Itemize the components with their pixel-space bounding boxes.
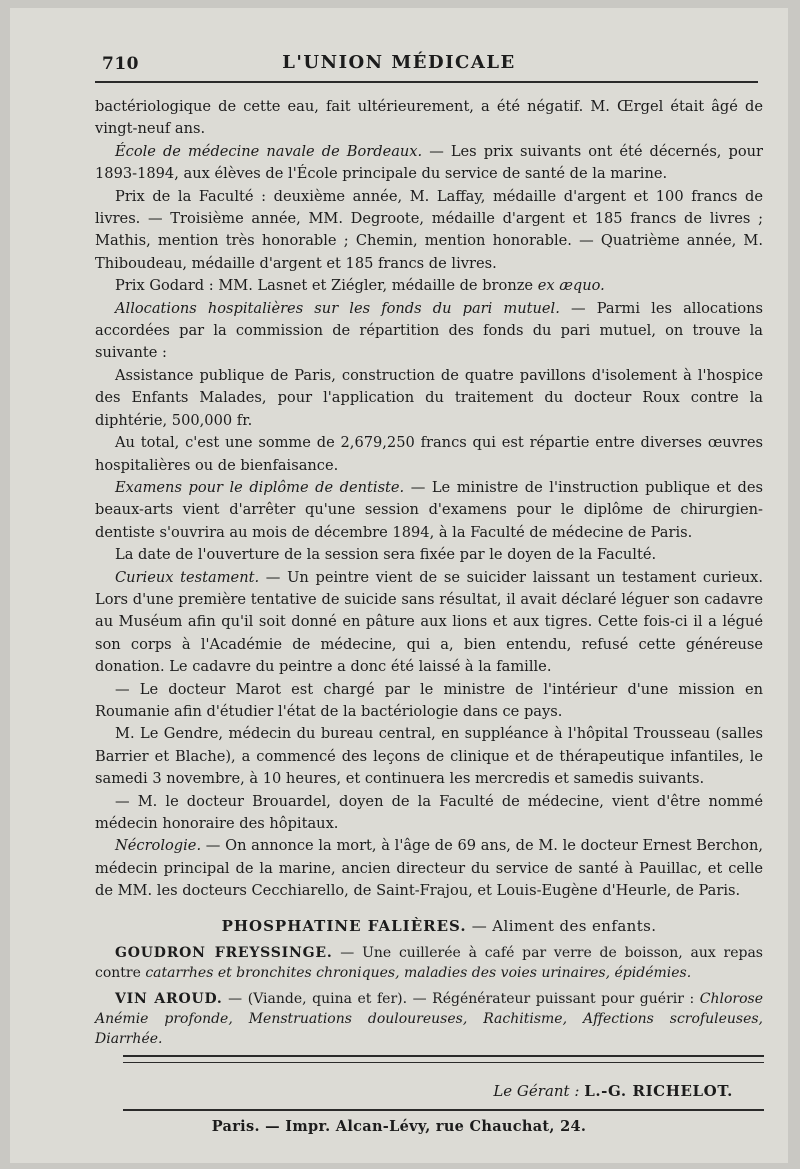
article-paragraph [95, 567, 763, 679]
text-run: Prix Godard : MM. Lasnet et Ziégler, médaille de bronze [115, 277, 538, 295]
italic-run: Nécrologie. [115, 837, 202, 855]
article-paragraph [95, 298, 763, 365]
article-paragraph [95, 791, 763, 836]
article-paragraph [95, 477, 763, 544]
text-run: — (Viande, quina et fer). — Régénérateur puissant pour guérir : [222, 991, 700, 1008]
italic-run: catarrhes et bronchites chroniques, maladies des voies urinaires, épidémies. [145, 965, 692, 982]
text-run: — Aliment des enfants. [466, 916, 657, 935]
article-paragraph [95, 275, 763, 297]
article-paragraph [95, 679, 763, 724]
bold-run: GOUDRON FREYSSINGE. [115, 945, 333, 962]
advertisement [95, 943, 763, 983]
text-run: — On annonce la mort, à l'âge de 69 ans, de M. le docteur Ernest Berchon, médecin principal de la marine, ancien directeur du service de santé à Pauillac, et celle de MM. les docteurs Cecchiarello, de Saint-Frajou, et Louis-Eugène d'Heurle, de Paris. [95, 837, 763, 900]
footer-rule [123, 1109, 764, 1111]
italic-run: Examens pour le diplôme de dentiste. [115, 478, 405, 496]
text-run: — Une cuillerée à café par verre de boisson, aux repas contre [95, 945, 763, 982]
article-paragraph [95, 365, 763, 432]
text-run: La date de l'ouverture de la session sera fixée par le doyen de la Faculté. [115, 546, 657, 564]
journal-page [10, 8, 788, 1163]
italic-run: Chlorose Anémie profonde, Menstruations douloureuses, Rachitisme, Affections scrofuleuses, Diarrhée. [95, 991, 764, 1048]
page-number: 710 [102, 54, 139, 74]
article-body [95, 96, 763, 1049]
article-paragraph [95, 723, 763, 790]
italic-run: Curieux testament. [115, 568, 260, 586]
article-paragraph [95, 141, 763, 186]
advertisement [95, 989, 763, 1049]
gerant-line [493, 1082, 733, 1100]
text-run: M. Le Gendre, médecin du bureau central, en suppléance à l'hôpital Trousseau (salles Barrier et Blache), a commencé des leçons de clinique et de thérapeutique infantiles, le samedi 3 novembre, à 10 heures, et continuera les mercredis et samedis suivants. [95, 725, 763, 788]
bold-run: PHOSPHATINE FALIÈRES. [221, 916, 467, 935]
text-run: — Le ministre de l'instruction publique et des beaux-arts vient d'arrêter qu'une session d'examens pour le diplôme de chirurgien-dentiste s'ouvrira au mois de décembre 1894, à la Faculté de médecine de Paris. [95, 478, 763, 541]
text-run: — Un peintre vient de se suicider laissant un testament curieux. Lors d'une première tentative de suicide sans résultat, il avait déclaré léguer son cadavre au Muséum afin qu'il soit donné en pâture aux lions et aux tigres. Cette fois-ci il a légué son corps à l'Académie de médecine, qui a, bien entendu, refusé cette généreuse donation. Le cadavre du peintre a donc été laissé à la famille. [95, 568, 763, 676]
bold-run: VIN AROUD. [115, 991, 223, 1008]
article-paragraph [95, 96, 763, 141]
article-paragraph [95, 544, 763, 566]
italic-run: École de médecine navale de Bordeaux. [115, 142, 423, 160]
article-paragraph [95, 186, 763, 276]
italic-run: ex æquo. [537, 277, 605, 295]
page-header [10, 46, 788, 82]
footer-double-rule [123, 1055, 764, 1063]
advertisement-title [95, 915, 763, 937]
gerant-label: Le Gérant : [493, 1082, 580, 1100]
italic-run: Allocations hospitalières sur les fonds du pari mutuel. [115, 299, 560, 317]
article-paragraph [95, 432, 763, 477]
text-run: bactériologique de cette eau, fait ultérieurement, a été négatif. M. Œrgel était âgé de vingt-neuf ans. [95, 98, 763, 138]
text-run: Prix de la Faculté : deuxième année, M. Laffay, médaille d'argent et 100 francs de livres. — Troisième année, MM. Degroote, médaille d'argent et 185 francs de livres ; Mathis, mention très honorable ; Chemin, mention honorable. — Quatrième année, M. Thiboudeau, médaille d'argent et 185 francs de livres. [95, 187, 763, 272]
text-run: — Parmi les allocations accordées par la commission de répartition des fonds du pari mutuel, on trouve la suivante : [95, 299, 763, 362]
article-paragraph [95, 835, 763, 902]
text-run: — M. le docteur Brouardel, doyen de la Faculté de médecine, vient d'être nommé médecin honoraire des hôpitaux. [95, 792, 763, 832]
text-run: — Les prix suivants ont été décernés, pour 1893-1894, aux élèves de l'École principale du service de santé de la marine. [95, 142, 763, 183]
text-run: Au total, c'est une somme de 2,679,250 francs qui est répartie entre diverses œuvres hospitalières ou de bienfaisance. [95, 434, 763, 474]
text-run: — Le docteur Marot est chargé par le ministre de l'intérieur d'une mission en Roumanie afin d'étudier l'état de la bactériologie dans ce pays. [95, 680, 763, 720]
running-title: L'UNION MÉDICALE [282, 52, 516, 73]
printer-imprint: Paris. — Impr. Alcan-Lévy, rue Chauchat, 24. [211, 1118, 587, 1135]
gerant-name: L.-G. RICHELOT. [584, 1082, 733, 1100]
header-rule [95, 81, 758, 83]
text-run: Assistance publique de Paris, construction de quatre pavillons d'isolement à l'hospice des Enfants Malades, pour l'application du traitement du docteur Roux contre la diphtérie, 500,000 fr. [95, 366, 763, 429]
